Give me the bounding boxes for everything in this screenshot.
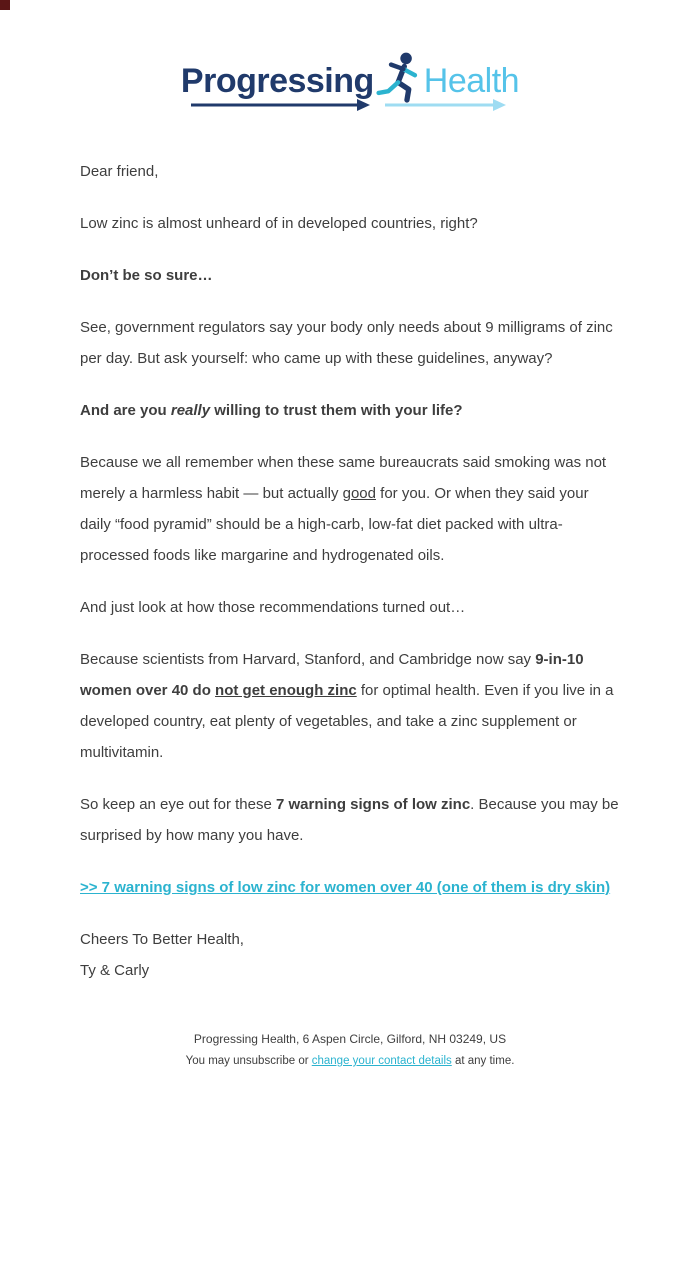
change-contact-details-link[interactable]: change your contact details [311, 1055, 452, 1067]
text-segment: not get enough zinc [215, 682, 357, 699]
text-segment: And are you [80, 402, 171, 419]
text-segment: for optimal health. Even if you live in a developed country, eat plenty of vegetables, and take a zinc supplement or multivitamin. [80, 682, 614, 761]
para-warning-signs [80, 789, 620, 851]
footer-unsubscribe-line [0, 1055, 700, 1067]
logo-header [0, 0, 700, 112]
para-regulators [80, 312, 620, 374]
runner-icon [376, 51, 422, 103]
text-segment: Dear friend, [80, 163, 159, 180]
text-segment: good [342, 485, 376, 502]
para-bureaucrats [80, 447, 620, 571]
para-scientists [80, 644, 620, 768]
text-segment: Don’t be so sure… [80, 267, 213, 284]
logo-text-health: Health [423, 61, 520, 100]
greeting [80, 156, 620, 187]
text-segment: Cheers To Better Health, [80, 931, 244, 948]
text-segment: Because scientists from Harvard, Stanford, and Cambridge now say [80, 651, 536, 668]
text-segment: Low zinc is almost unheard of in developed countries, right? [80, 215, 478, 232]
text-segment: See, government regulators say your body only needs about 9 milligrams of zinc per day. But ask yourself: who came up with these guidelines, anyway? [80, 319, 613, 367]
text-segment: Ty & Carly [80, 962, 150, 979]
tracking-pixel [0, 0, 10, 10]
cta [80, 872, 620, 903]
text-segment: really [170, 402, 211, 419]
logo-text-progressing: Progressing [180, 61, 374, 100]
text-segment: 9-in-10 women over 40 do [80, 651, 584, 699]
footer-unsubscribe-suffix: at any time. [451, 1055, 515, 1067]
text-segment: . Because you may be surprised by how many you have. [80, 796, 619, 844]
text-segment: for you. Or when they said your daily “food pyramid” should be a high-carb, low-fat diet packed with ultra-processed foods like margarine and hydrogenated oils. [80, 485, 589, 564]
text-segment: So keep an eye out for these [80, 796, 276, 813]
para-recommendations [80, 592, 620, 623]
footer-address: Progressing Health, 6 Aspen Circle, Gilford, NH 03249, US [193, 1032, 507, 1046]
text-segment: Because we all remember when these same bureaucrats said smoking was not merely a harmless habit — but actually [80, 454, 607, 502]
para-intro [80, 208, 620, 239]
footer-unsubscribe-prefix: You may unsubscribe or [185, 1055, 312, 1067]
text-segment: And just look at how those recommendations turned out… [80, 599, 466, 616]
email-body [80, 156, 620, 986]
text-segment: willing to trust them with your life? [210, 402, 463, 419]
para-dont-be-sure [80, 260, 620, 291]
text-segment: 7 warning signs of low zinc [275, 796, 471, 813]
para-trust [80, 395, 620, 426]
logo [181, 55, 519, 112]
logo-row [181, 55, 519, 107]
cta-link[interactable]: >> 7 warning signs of low zinc for women over 40 (one of them is dry skin) [80, 879, 611, 896]
signoff [80, 924, 620, 986]
footer [0, 1032, 700, 1112]
